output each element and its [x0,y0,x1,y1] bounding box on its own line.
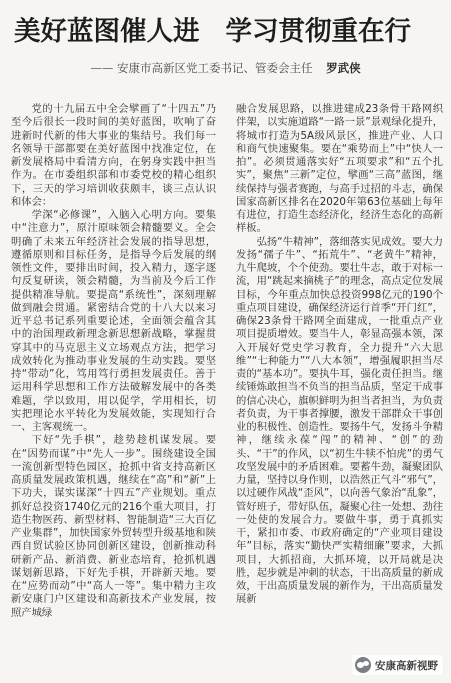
left-paragraph-2: 学深“必修课”，入脑入心明方向。要集中“注意力”，原汁原味领会精髓要义。全会明确了未来五年经济社会发展的指导思想，遵循原则和目标任务，是指导今后发展的纲领性文件，要排出时间，投入精力，逐字逐句反复研读，领会精髓，为当前及今后工作提供精准导航。要提高“系统性”，深刻理解做到融会贯通。紧密结合党的十八大以来习近平总书记系列重要论述，全面领会蕴含其中的治国理政新理念新思想新战略，掌握贯穿其中的马克思主义立场观点方法，把学习成效转化为推动事业发展的生动实践。要坚持“带动”化，笃用笃行勇担发展责任。善于运用科学思想和工作方法破解发展中的各类难题，学以致用，用以促学，学用相长，切实把理论水平转化为发展效能，实现知行合一、主客观统一。 [11,209,216,433]
right-paragraph-1: 融合发展思路，以推进建成23条骨干路网织伴架，以实施道路“一路一景”景观绿化提升，将城市打造为5A级风景区，推进产业、人口和商气快速聚集。要在“乘势而上”中“快人一拍”。必须贯通落实好“五项要求”和“五个扎实”，聚焦“三新”定位，擘画“三高”蓝图，继续保持与强者赛跑，与高手过招的斗志，确保国家高新区排名在2020年第63位基础上每年有进位，打造生态经济化，经济生态化的高新样板。 [236,103,443,235]
watermark-label: 安康高新视野 [375,659,438,672]
headline-part-1: 美好蓝图催人进 [14,15,200,47]
wechat-logo-icon [355,657,371,673]
left-column [11,103,216,620]
byline-author: 罗武侠 [326,61,361,75]
left-paragraph-3: 下好“先手棋”，趁势趁机谋发展。要在“因势而谋”中“先人一步”。围绕建设全国一流创新型特色园区，抢抓中省支持高新区高质量发展政策机遇，继续在“高”和“新”上下功夫，谋实谋深“十四五”产业规划。重点抓好总投资1740亿元的216个重大项目，打造生物医药、新型材料、智能制造“三大百亿产业集群”，加快国家外贸转型升级基地和陕西自贸试验区协同创新区建设，创新推动科研新产品、新消费、新业态培育，抢抓机遇谋划新思路，下好先手棋，开辟新天地。要在“应势而动”中“高人一等”。集中精力主攻新安康门户区建设和高新技术产业发展，按照产城绿 [11,434,216,619]
left-paragraph-1: 党的十九届五中全会擘画了“十四五”乃至今后很长一段时间的美好蓝图，吹响了奋进新时代新的伟大事业的集结号。我们每一名领导干部都要在美好蓝图中找准定位，在新发展格局中看清方向，在躬身实践中担当作为。在市委组织部和市委党校的精心组织下，三天的学习培训收获颇丰，谈三点认识和体会： [11,103,216,208]
byline: —— 安康市高新区党工委书记、管委会主任 罗武侠 [90,61,361,75]
byline-organization: 安康市高新区党工委书记、管委会主任 [117,61,313,75]
source-watermark [352,655,443,675]
headline-part-2: 学习贯彻重在行 [225,15,411,47]
headline [14,6,444,50]
right-paragraph-2: 弘扬“牛精神”，落细落实见成效。要大力发扬“孺子牛”、“拓荒牛”、“老黄牛”精神，九牛爬坡，个个使劲。要壮牛志，敢于对标一流，用“跳起来摘桃子”的理念，高点定位发展目标，今年重点加快总投资998亿元的190个重点项目建设，确保经济运行首季“开门红”，确保23条骨干路网全面建成，一批重点产业项目提质增效。要当牛人，彰显高强本领，深入开展好党史学习教育，全力提升“六大思维”“七种能力”“八大本领”，增强履职担当尽责的“基本功”。要执牛耳，强化责任担当。继续锤炼敢担当不负当的担当品质，坚定干成事的信心决心，旗帜鲜明为担当者担当，为负责者负责，为干事者撑腰，激发干部群众干事创业的积极性、创造性。要扬牛气，发扬斗争精神，继续永葆“闯”的精神、“创”的劲头、“干”的作风，以“初生牛犊不怕虎”的勇气攻坚发展中的矛盾困难。要蓄牛劲，凝聚团队力量，坚持以身作则，以浩然正气斗“邪气”，以过硬作风战“歪风”，以向善气象治“乱象”，管好班子，带好队伍，凝聚心往一处想、劲往一处使的发展合力。要做牛事，勇于真抓实干，紧扣市委、市政府确定的“产业项目建设年”目标，落实“勤快严实精细廉”要求，大抓项目，大抓招商，大抓环境，以开局就是决胜，起步就是冲刺的状态，干出高质量的新成效，干出高质量发展的新作为，干出高质量发展新 [236,235,443,606]
right-column [236,103,443,607]
